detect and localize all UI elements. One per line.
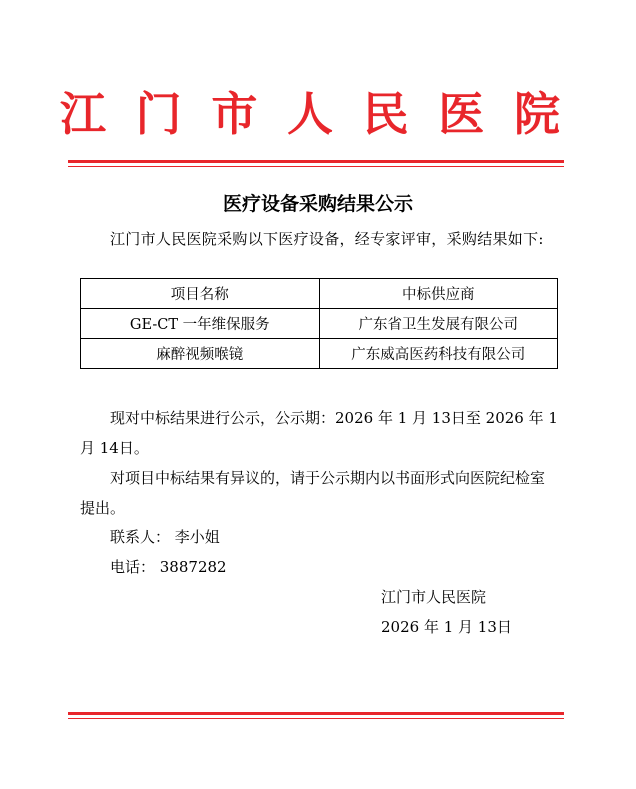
intro-paragraph: 江门市人民医院采购以下医疗设备，经专家评审，采购结果如下: <box>110 230 544 248</box>
project-name-cell: GE-CT 一年维保服务 <box>81 309 320 339</box>
supplier-cell: 广东威高医药科技有限公司 <box>319 339 557 369</box>
table-row <box>81 339 558 369</box>
footer-divider-thin <box>68 718 564 719</box>
project-name-cell: 麻醉视频喉镜 <box>81 339 320 369</box>
column-header-supplier: 中标供应商 <box>319 279 557 309</box>
table-header-row <box>81 279 558 309</box>
table-row <box>81 309 558 339</box>
letterhead-char: 人 <box>286 87 333 141</box>
procurement-results-table <box>80 278 558 369</box>
letterhead-char: 门 <box>135 87 182 141</box>
letterhead-char: 市 <box>211 87 258 141</box>
footer-divider-thick <box>68 712 564 715</box>
contact-phone: 电话： 3887282 <box>110 558 227 576</box>
letterhead-char: 医 <box>438 87 485 141</box>
signature-organization: 江门市人民医院 <box>381 588 487 606</box>
header-divider-thin <box>68 166 564 167</box>
letterhead-char: 江 <box>60 87 106 141</box>
header-divider-thick <box>68 160 564 163</box>
supplier-cell: 广东省卫生发展有限公司 <box>319 309 557 339</box>
hospital-letterhead <box>60 84 560 144</box>
letterhead-char: 民 <box>362 87 409 141</box>
objection-paragraph: 对项目中标结果有异议的，请于公示期内以书面形式向医院纪检室提出。 <box>80 469 546 517</box>
contact-person: 联系人： 李小姐 <box>110 528 220 546</box>
letterhead-char: 院 <box>513 87 560 141</box>
document-title: 医疗设备采购结果公示 <box>222 193 413 215</box>
signature-date: 2026 年 1 月 13日 <box>381 618 512 636</box>
notice-period-paragraph: 现对中标结果进行公示，公示期：2026 年 1 月 13日至 2026 年 1 月 14日。 <box>80 409 558 457</box>
column-header-project: 项目名称 <box>81 279 320 309</box>
